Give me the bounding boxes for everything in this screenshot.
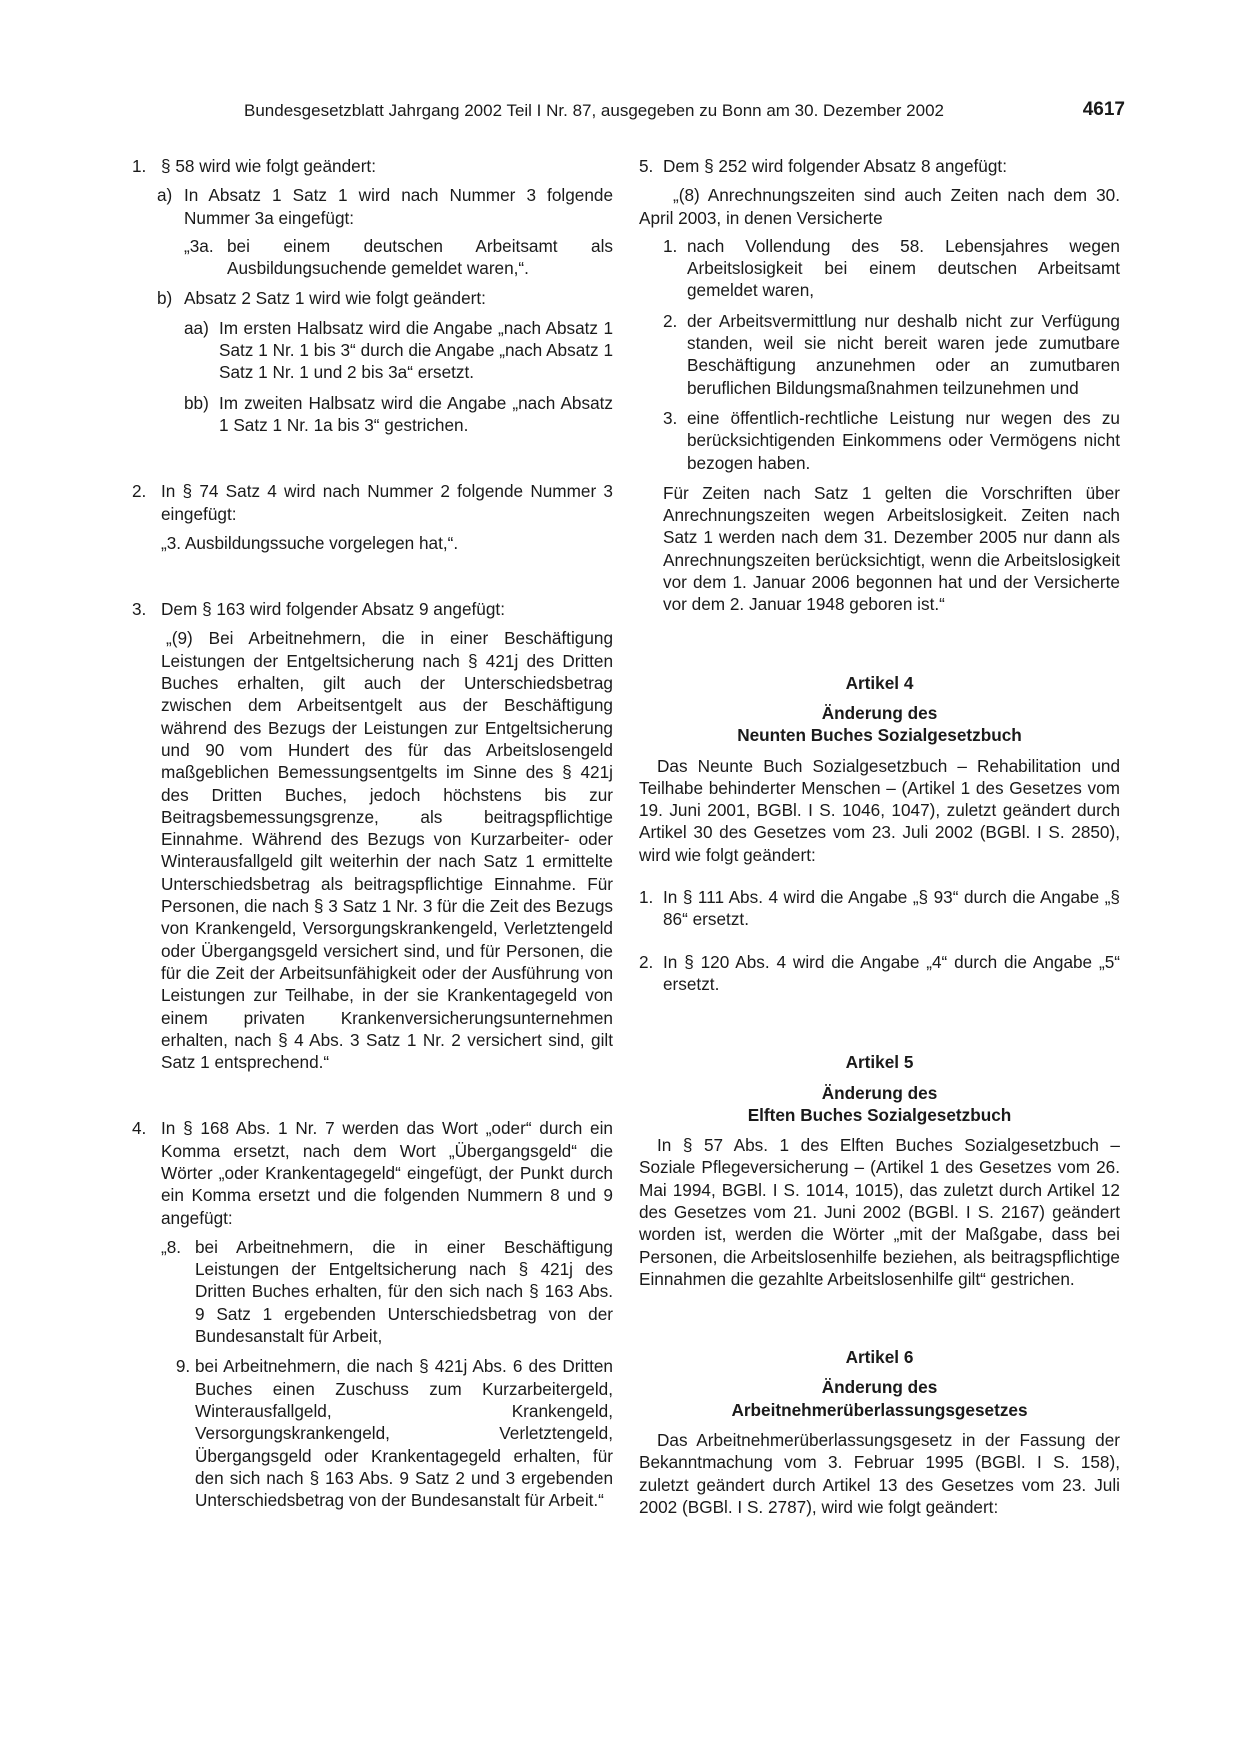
quote-text: bei Arbeitnehmern, die nach § 421j Abs. 6 des Dritten Buches einen Zuschuss zum Kurzarbeitergeld, Winterausfallgeld, Krankengeld, Versorgungskrankengeld, Verletztengeld, Übergangsgeld oder Krankentagegeld erhalten, für den sich nach § 163 Abs. 9 Satz 2 und 3 ergebenden Unterschiedsbetrag von der Bundesanstalt für Arbeit.“ [195, 1356, 613, 1511]
quote-number: „3a. [184, 235, 214, 256]
item-1 [132, 155, 613, 177]
article-text: Das Arbeitnehmerüberlassungsgesetz in der Fassung der Bekanntmachung vom 3. Februar 1995 (BGBl. I S. 158), zuletzt geändert durch Artikel 13 des Gesetzes vom 23. Juli 2002 (BGBl. I S. 2787), wird wie folgt geändert: [639, 1430, 1120, 1517]
item-number: 3. [132, 599, 147, 620]
article-4-item-2 [639, 951, 1120, 996]
item-letter: a) [157, 185, 173, 206]
header-title: Bundesgesetzblatt Jahrgang 2002 Teil I Nr. 87, ausgegeben zu Bonn am 30. Dezember 2002 [244, 101, 944, 120]
item-text: § 58 wird wie folgt geändert: [161, 156, 376, 176]
item-text: Absatz 2 Satz 1 wird wie folgt geändert: [184, 288, 486, 309]
item-number: 1. [132, 156, 147, 176]
quote-text: bei Arbeitnehmern, die in einer Beschäftigung Leistungen der Entgeltsicherung nach § 421j des Dritten Buches erhalten, für den sich nach § 163 Abs. 9 Satz 1 ergebenden Unterschiedsbetrag von der Bundesanstalt für Arbeit, [195, 1236, 613, 1347]
page-header [244, 100, 1125, 124]
article-title-line2: Neunten Buches Sozialgesetzbuch [737, 725, 1022, 746]
left-column [132, 155, 613, 1511]
item-2 [132, 480, 613, 525]
quote-8 [161, 1236, 613, 1347]
item-4 [132, 1117, 613, 1228]
article-title-line1: Änderung des [821, 1082, 938, 1103]
item-number: 4. [132, 1118, 147, 1139]
sub-item-3 [663, 407, 1120, 474]
article-text: In § 57 Abs. 1 des Elften Buches Sozialgesetzbuch – Soziale Pflegeversicherung – (Artikel 1 des Gesetzes vom 26. Mai 1994, BGBl. I S. 1014, 1015), das zuletzt durch Artikel 12 des Gesetzes vom 21. Juni 2002 (BGBl. I S. 2167) geändert worden ist, werden die Wörter „mit der Maßgabe, dass bei Personen, die Arbeitslosenhilfe beziehen, als beitragspflichtige Einnahmen die gezahlte Arbeitslosenhilfe gilt“ gestrichen. [639, 1135, 1120, 1289]
quote-text: bei einem deutschen Arbeitsamt als Ausbildungsuchende gemeldet waren,“. [227, 235, 613, 279]
article-title-line2: Arbeitnehmerüberlassungsgesetzes [731, 1399, 1028, 1420]
quote-number: „8. [161, 1236, 182, 1257]
item-number: 1. [639, 887, 654, 908]
item-5 [639, 155, 1120, 177]
item-text: In § 168 Abs. 1 Nr. 7 werden das Wort „oder“ durch ein Komma ersetzt, nach dem Wort „Übergangsgeld“ die Wörter „oder Krankentagegeld“ eingefügt, der Punkt durch ein Komma ersetzt und die folgenden Nummern 8 und 9 angefügt: [161, 1118, 613, 1228]
item-text: In § 111 Abs. 4 wird die Angabe „§ 93“ durch die Angabe „§ 86“ ersetzt. [663, 887, 1120, 930]
sub-text: der Arbeitsvermittlung nur deshalb nicht zur Verfügung standen, weil sie nicht bereit waren jede zumutbare Beschäftigung anzunehmen oder an zumutbaren beruflichen Bildungsmaßnahmen teilzunehmen und [687, 310, 1120, 398]
item-letter: bb) [184, 392, 209, 413]
quote-9 [161, 1355, 613, 1511]
article-title-line2: Elften Buches Sozialgesetzbuch [747, 1104, 1012, 1125]
sub-number: 1. [663, 235, 678, 256]
quote-3a [184, 235, 613, 280]
item-number: 5. [639, 156, 654, 176]
quote-intro: „(8) Anrechnungszeiten sind auch Zeiten nach dem 30. April 2003, in denen Versicherte [639, 185, 1120, 228]
article-title-line1: Änderung des [821, 1377, 938, 1398]
closing-paragraph: Für Zeiten nach Satz 1 gelten die Vorschriften über Anrechnungszeiten wegen Arbeitslosigkeit. Zeiten nach Satz 1 werden nach dem 31. Dezember 2005 nur dann als Anrechnungszeiten berücksichtigt, wenn die Arbeitslosigkeit vor dem 1. Januar 2006 begonnen hat und der Versicherte vor dem 2. Januar 1948 geboren ist.“ [663, 482, 1120, 615]
item-text: Dem § 252 wird folgender Absatz 8 angefügt: [663, 156, 1007, 176]
article-heading: Artikel 5 [845, 1052, 914, 1073]
sub-number: 3. [663, 407, 678, 428]
item-text: Im ersten Halbsatz wird die Angabe „nach Absatz 1 Satz 1 Nr. 1 bis 3“ durch die Angabe „nach Absatz 1 Satz 1 Nr. 1 und 2 bis 3a“ ersetzt. [219, 317, 613, 383]
quote-text: „3. Ausbildungssuche vorgelegen hat,“. [161, 532, 459, 553]
item-text: In § 74 Satz 4 wird nach Nummer 2 folgende Nummer 3 eingefügt: [161, 481, 613, 524]
quote-number: 9. [175, 1356, 191, 1377]
sub-item-1 [663, 235, 1120, 302]
quote-paragraph: „(9) Bei Arbeitnehmern, die in einer Beschäftigung Leistungen der Entgeltsicherung nach § 421j des Dritten Buches erhalten, gilt auch der Unterschiedsbetrag zwischen dem Arbeitsentgelt aus der Beschäftigung während des Bezugs der Leistungen zur Entgeltsicherung und 90 vom Hundert des für das Arbeitslosengeld maßgeblichen Bemessungsentgelts im Sinne des § 421j des Dritten Buches, jedoch höchstens bis zur Beitragsbemessungsgrenze, als beitragspflichtige Einnahme. Während des Bezugs von Kurzarbeiter- oder Winterausfallgeld gilt weiterhin der nach Satz 1 ermittelte Unterschiedsbetrag als beitragspflichtige Einnahme. Für Personen, die nach § 3 Satz 1 Nr. 3 für die Zeit des Bezugs von Krankengeld, Versorgungskrankengeld, Verletztengeld oder Übergangsgeld versichert sind, und für Personen, die für die Zeit der Arbeitsunfähigkeit oder der Ausführung von Leistungen zur Teilhabe, in der sie Krankentagegeld von einem privaten Krankenversicherungsunternehmen erhalten, nach § 4 Abs. 3 Satz 1 Nr. 2 versichert sind, gilt Satz 1 entsprechend.“ [161, 628, 613, 1073]
article-intro: Das Neunte Buch Sozialgesetzbuch – Rehabilitation und Teilhabe behinderter Menschen – (Artikel 1 des Gesetzes vom 19. Juni 2001, BGBl. I S. 1046, 1047), zuletzt geändert durch Artikel 30 des Gesetzes vom 23. Juli 2002 (BGBl. I S. 2850), wird wie folgt geändert: [639, 755, 1120, 865]
page-number: 4617 [1082, 99, 1125, 120]
item-text: Im zweiten Halbsatz wird die Angabe „nach Absatz 1 Satz 1 Nr. 1a bis 3“ gestrichen. [219, 392, 613, 435]
article-heading: Artikel 6 [845, 1347, 914, 1368]
item-text: In § 120 Abs. 4 wird die Angabe „4“ durch die Angabe „5“ ersetzt. [663, 951, 1120, 994]
item-1b-aa [184, 317, 613, 384]
article-4-item-1 [639, 886, 1120, 931]
item-1b-bb [184, 392, 613, 437]
item-letter: b) [157, 288, 173, 309]
right-column [639, 155, 1120, 1518]
item-1b [157, 287, 613, 309]
item-letter: aa) [184, 317, 209, 338]
item-text: Dem § 163 wird folgender Absatz 9 angefügt: [161, 599, 505, 620]
article-heading: Artikel 4 [845, 672, 914, 693]
item-3 [132, 598, 613, 620]
sub-item-2 [663, 310, 1120, 399]
item-1a [157, 184, 613, 229]
sub-number: 2. [663, 310, 678, 331]
article-title-line1: Änderung des [821, 702, 938, 723]
item-number: 2. [639, 951, 654, 972]
sub-text: nach Vollendung des 58. Lebensjahres wegen Arbeitslosigkeit bei einem deutschen Arbeitsamt gemeldet waren, [687, 235, 1120, 301]
item-number: 2. [132, 481, 147, 502]
item-text: In Absatz 1 Satz 1 wird nach Nummer 3 folgende Nummer 3a eingefügt: [184, 185, 613, 228]
sub-text: eine öffentlich-rechtliche Leistung nur wegen des zu berücksichtigenden Einkommens oder Vermögens nicht bezogen haben. [687, 407, 1120, 473]
